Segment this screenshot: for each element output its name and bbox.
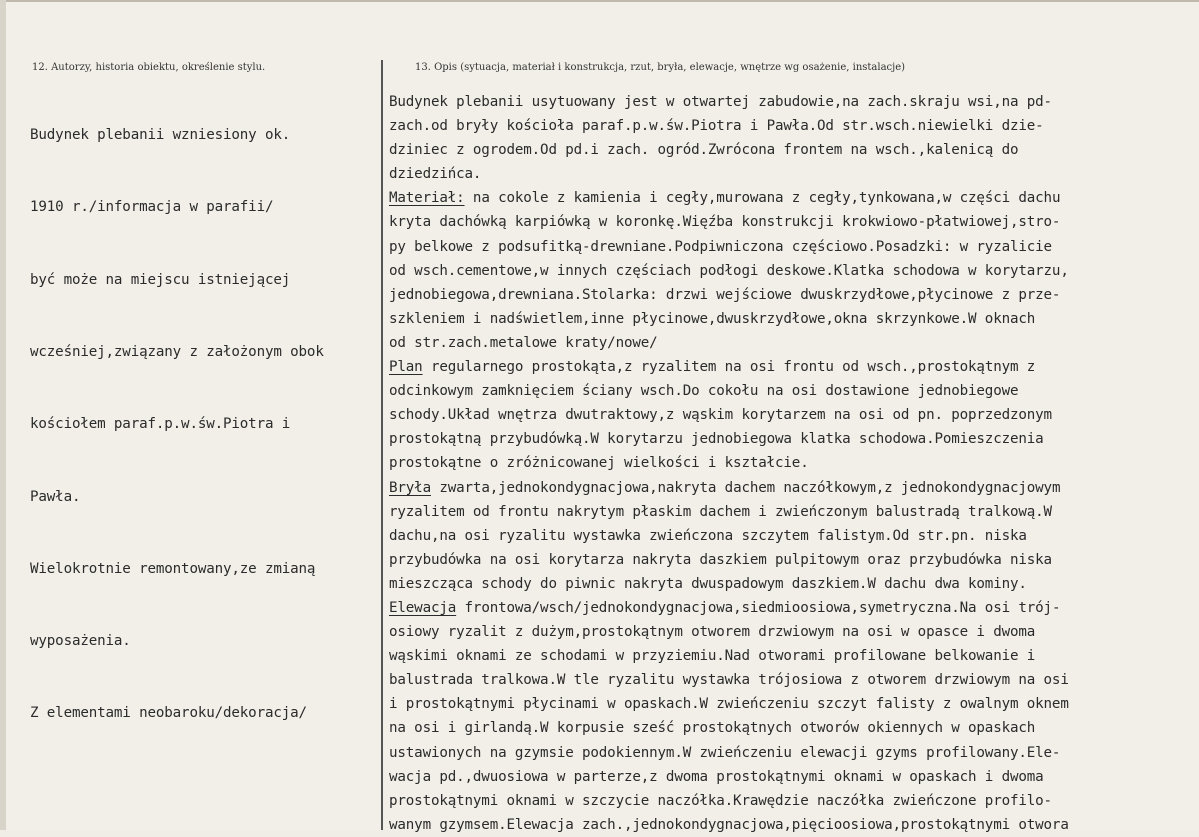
history-text-column	[30, 75, 375, 774]
description-line: osiowy ryzalit z dużym,prostokątnym otworem drzwiowym na osi w opasce i dwoma	[389, 624, 1036, 641]
section-12-header: 12. Autorzy, historia obiektu, określenie stylu.	[32, 62, 266, 73]
history-line: Z elementami neobaroku/dekoracja/	[30, 705, 307, 722]
section-label: Bryła	[389, 479, 431, 496]
section-text: na cokole z kamienia i cegły,murowana z cegły,tynkowana,w części dachu	[464, 190, 1061, 207]
section-13-header: 13. Opis (sytuacja, materiał i konstrukcja, rzut, bryła, elewacje, wnętrze wg osażenie, instalacje)	[415, 62, 906, 73]
description-line	[389, 476, 1195, 500]
section-text: regularnego prostokąta,z ryzalitem na osi frontu od wsch.,prostokątnym z	[422, 359, 1036, 376]
history-line: Wielokrotnie remontowany,ze zmianą	[30, 560, 316, 577]
description-line	[389, 186, 1195, 210]
description-line: od wsch.cementowe,w innych częściach podłogi deskowe.Klatka schodowa w korytarzu,	[389, 262, 1069, 279]
section-label: Materiał:	[389, 190, 465, 207]
description-line: mieszcząca schody do piwnic nakryta dwuspadowym daszkiem.W dachu dwa kominy.	[389, 575, 1027, 592]
description-line: prostokątnymi oknami w szczycie naczółka.Krawędzie naczółka zwieńczone profilo-	[389, 792, 1052, 809]
description-line: wacja pd.,dwuosiowa w parterze,z dwoma prostokątnymi oknami w opaskach i dwoma	[389, 768, 1044, 785]
description-line: py belkowe z podsufitką-drewniane.Podpiwniczona częściowo.Posadzki: w ryzalicie	[389, 238, 1052, 255]
description-line: dziniec z ogrodem.Od pd.i zach. ogród.Zwrócona frontem na wsch.,kalenicą do	[389, 142, 1019, 159]
history-line: wyposażenia.	[30, 633, 131, 650]
description-line: wąskimi oknami ze schodami w przyziemiu.Nad otworami profilowane belkowanie i	[389, 648, 1036, 665]
history-line: Pawła.	[30, 488, 81, 505]
description-line: szkleniem i nadświetlem,inne płycinowe,dwuskrzydłowe,okna skrzynkowe.W oknach	[389, 310, 1036, 327]
description-line: jednobiegowa,drewniana.Stolarka: drzwi wejściowe dwuskrzydłowe,płycinowe z prze-	[389, 286, 1061, 303]
description-line: od str.zach.metalowe kraty/nowe/	[389, 334, 658, 351]
description-line: prostokątne o zróżnicowanej wielkości i kształcie.	[389, 455, 809, 472]
description-line: zach.od bryły kościoła paraf.p.w.św.Piotra i Pawła.Od str.wsch.niewielki dzie-	[389, 118, 1044, 135]
section-label: Elewacja	[389, 599, 457, 616]
history-line: Budynek plebanii wzniesiony ok.	[30, 127, 291, 144]
left-edge-strip	[0, 0, 6, 830]
section-text: frontowa/wsch/jednokondygnacjowa,siedmioosiowa,symetryczna.Na osi trój-	[456, 599, 1061, 616]
description-line: ryzalitem od frontu nakrytym płaskim dachem i zwieńczonym balustradą tralkową.W	[389, 503, 1052, 520]
description-line: przybudówka na osi korytarza nakryta daszkiem pulpitowym oraz przybudówka niska	[389, 551, 1052, 568]
description-line: i prostokątnymi płycinami w opaskach.W zwieńczeniu szczyt falisty z owalnym oknem	[389, 696, 1069, 713]
column-divider	[381, 60, 383, 830]
description-line: na osi i girlandą.W korpusie sześć prostokątnych otworów okiennych w opaskach	[389, 720, 1036, 737]
description-line: ustawionych na gzymsie podokiennym.W zwieńczeniu elewacji gzyms profilowany.Ele-	[389, 744, 1061, 761]
description-text-column	[389, 90, 1195, 837]
description-line: odcinkowym zamknięciem ściany wsch.Do cokołu na osi dostawione jednobiegowe	[389, 383, 1019, 400]
description-line: prostokątną przybudówką.W korytarzu jednobiegowa klatka schodowa.Pomieszczenia	[389, 431, 1044, 448]
description-line: wanym gzymsem.Elewacja zach.,jednokondygnacjowa,pięcioosiowa,prostokątnymi otwora	[389, 816, 1069, 833]
description-line: Budynek plebanii usytuowany jest w otwartej zabudowie,na zach.skraju wsi,na pd-	[389, 94, 1052, 110]
description-line	[389, 596, 1195, 620]
history-line: wcześniej,związany z założonym obok	[30, 344, 324, 361]
description-line: schody.Układ wnętrza dwutraktowy,z wąskim korytarzem na osi od pn. poprzedzonym	[389, 407, 1052, 424]
history-line: kościołem paraf.p.w.św.Piotra i	[30, 416, 291, 433]
top-edge-line	[0, 0, 1199, 2]
section-text: zwarta,jednokondygnacjowa,nakryta dachem naczółkowym,z jednokondygnacjowym	[430, 479, 1061, 496]
description-line: kryta dachówką karpiówką w koronkę.Więźba konstrukcji krokwiowo-płatwiowej,stro-	[389, 214, 1061, 231]
description-line: dachu,na osi ryzalitu wystawka zwieńczona szczytem falistym.Od str.pn. niska	[389, 527, 1027, 544]
description-line: balustrada tralkowa.W tle ryzalitu wystawka trójosiowa z otworem drzwiowym na osi	[389, 672, 1069, 689]
description-line: dziedzińca.	[389, 166, 482, 183]
history-line: być może na miejscu istniejącej	[30, 271, 291, 288]
description-line	[389, 355, 1195, 379]
section-label: Plan	[389, 359, 423, 376]
history-line: 1910 r./informacja w parafii/	[30, 199, 274, 216]
